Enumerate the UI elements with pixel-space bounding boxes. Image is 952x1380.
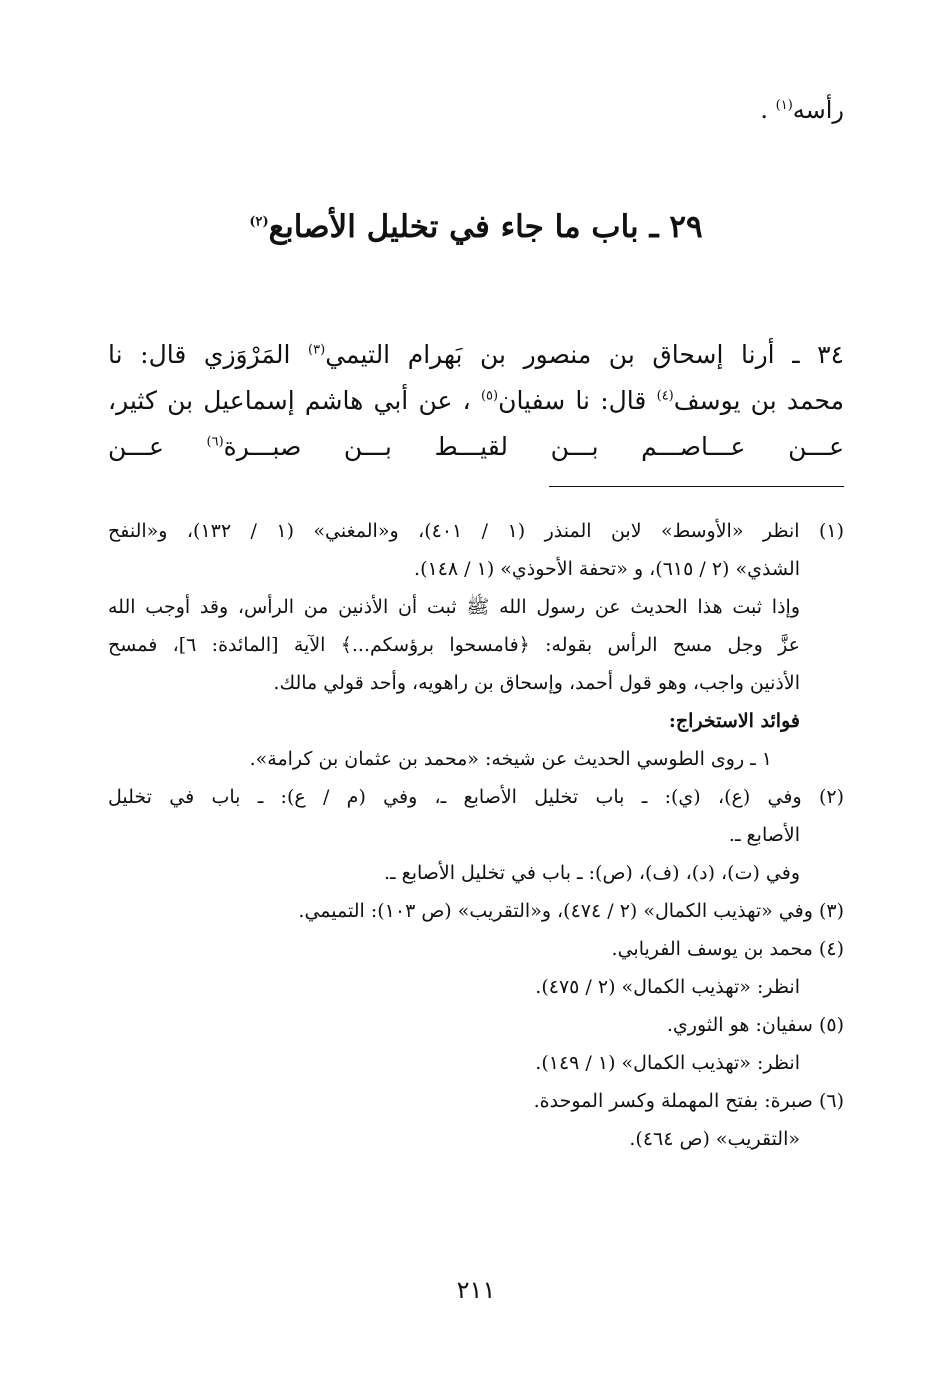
footnote-1-line-4: عزَّ وجل مسح الرأس بقوله: ﴿فامسحوا برؤسكم...﴾ الآية [المائدة: ٦]، فمسح xyxy=(108,634,800,656)
chapter-title xyxy=(0,205,952,249)
footnote-3: (٣) وفي «تهذيب الكمال» (٢ / ٤٧٤)، و«التقريب» (ص ١٠٣): التميمي. xyxy=(298,900,844,922)
footnote-5-line-1: (٥) سفيان: هو الثوري. xyxy=(666,1014,844,1036)
footnote-ref-2: (٢) xyxy=(249,214,269,230)
hadith-line-3-a: عـــن عـــاصـــم بـــن لقيـــط بـــن صبـــرة xyxy=(223,432,844,461)
footnote-4-line-2: انظر: «تهذيب الكمال» (٢ / ٤٧٥). xyxy=(535,976,800,998)
footnote-separator xyxy=(549,486,844,487)
hadith-line-3 xyxy=(108,424,844,470)
hadith-line-2-b: قال: نا سفيان xyxy=(498,386,657,415)
footnote-ref-1: (١) xyxy=(775,98,793,113)
hadith-line-1 xyxy=(108,332,844,378)
footnote-2-line-1: (٢) وفي (ع)، (ي): ـ باب تخليل الأصابع ـ، وفي (م / ع): ـ باب في تخليل xyxy=(108,786,844,808)
footnote-ref-3: (٣) xyxy=(308,342,326,358)
hadith-line-2 xyxy=(108,378,844,424)
hadith-line-2-a: محمد بن يوسف xyxy=(673,386,844,415)
hadith-line-1-b: المَرْوَزي قال: نا xyxy=(108,340,309,369)
footnote-1-line-3: وإذا ثبت هذا الحديث عن رسول الله ﷺ ثبت أن الأذنين من الرأس، وقد أوجب الله xyxy=(108,596,800,618)
footnotes xyxy=(108,512,844,1158)
footnote-2-line-2: الأصابع ـ. xyxy=(728,824,800,846)
hadith-text xyxy=(108,332,844,470)
hadith-line-2-c: ، عن أبي هاشم إسماعيل بن كثير، xyxy=(108,386,481,415)
footnote-5-line-2: انظر: «تهذيب الكمال» (١ / ١٤٩). xyxy=(535,1052,800,1074)
continuation-tail: . xyxy=(760,96,776,124)
footnote-1-line-5: الأذنين واجب، وهو قول أحمد، وإسحاق بن راهويه، وأحد قولي مالك. xyxy=(273,672,800,694)
hadith-line-3-b: عـــن xyxy=(108,432,207,461)
chapter-title-text: ٢٩ ـ باب ما جاء في تخليل الأصابع xyxy=(268,209,703,245)
footnote-1-line-1: (١) انظر «الأوسط» لابن المنذر (١ / ٤٠١)، و«المغني» (١ / ١٣٢)، و«النفح xyxy=(108,520,844,542)
footnote-1-heading: فوائد الاستخراج: xyxy=(668,710,800,732)
footnote-1-line-2: الشذي» (٢ / ٦١٥)، و «تحفة الأحوذي» (١ / ١٤٨). xyxy=(414,558,800,580)
footnote-ref-5: (٥) xyxy=(480,388,499,404)
continuation-line xyxy=(760,92,844,128)
footnote-6-line-1: (٦) صبرة: بفتح المهملة وكسر الموحدة. xyxy=(533,1090,844,1112)
footnote-2-line-3: وفي (ت)، (د)، (ف)، (ص): ـ باب في تخليل الأصابع ـ. xyxy=(383,862,800,884)
hadith-line-1-a: ٣٤ ـ أرنا إسحاق بن منصور بن بَهرام التيمي xyxy=(325,340,844,369)
footnote-4-line-1: (٤) محمد بن يوسف الفريابي. xyxy=(611,938,844,960)
page-number: ٢١١ xyxy=(456,1276,496,1304)
footnote-ref-4: (٤) xyxy=(656,388,674,404)
footnote-6-line-2: «التقريب» (ص ٤٦٤). xyxy=(629,1128,800,1150)
footnote-ref-6: (٦) xyxy=(206,434,224,450)
footnote-1-line-7: ١ ـ روى الطوسي الحديث عن شيخه: «محمد بن عثمان بن كرامة». xyxy=(249,748,772,770)
continuation-text: رأسه xyxy=(792,96,844,124)
